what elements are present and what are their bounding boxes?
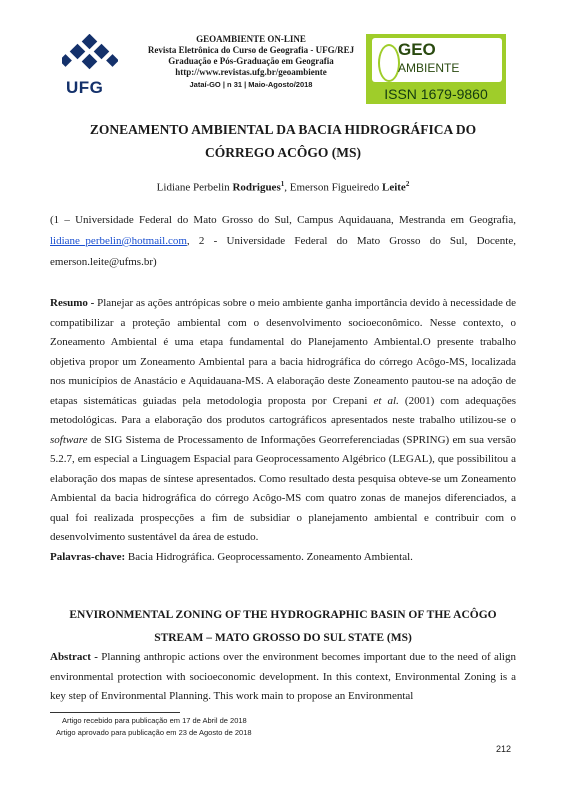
abstract-section (50, 648, 516, 707)
resumo-label: Resumo - (50, 297, 95, 309)
footnote-approved: Artigo aprovado para publicação em 23 de Agosto de 2018 (56, 728, 252, 737)
author-1-first: Lidiane Perbelin (156, 181, 233, 194)
resumo-text-3: de SIG Sistema de Processamento de Informações Georreferenciadas (SPRING) em sua versão 5.2.7, em especial a Linguagem Espacial para Geoprocessamento Algébrico (LEGAL), que possibilitou a elaboração dos mapas de síntese apresentados. Como resultado desta pesquisa obteve-se um Zoneamento Ambiental da bacia hidrográfica do córrego Acôgo-MS com quatro zonas de manejos diferenciados, a qual foi realizada prospecções a fim de subsidiar o planejamento ambiental e contribuir com o desenvolvimento sustentável da área de estudo. (50, 433, 516, 543)
resumo-section (50, 294, 516, 567)
affiliation-part-3: emerson.leite@ufms.br) (50, 256, 157, 268)
english-title-line-1: ENVIRONMENTAL ZONING OF THE HYDROGRAPHIC BASIN OF THE ACÔGO (69, 609, 497, 621)
abstract-paragraph (50, 648, 516, 707)
issn-label: ISSN 1679-9860 (384, 86, 488, 102)
english-title-line-2: STREAM – MATO GROSSO DO SUL STATE (MS) (154, 632, 412, 644)
author-2-sup: 2 (405, 180, 410, 188)
journal-program: Graduação e Pós-Graduação em Geografia (168, 56, 334, 66)
resumo-paragraph (50, 294, 516, 548)
ufg-logo-text: UFG (66, 78, 104, 97)
title-line-1: ZONEAMENTO AMBIENTAL DA BACIA HIDROGRÁFICA DO (89, 122, 477, 137)
author-separator: , Emerson Figueiredo (284, 181, 382, 194)
keywords-text: Bacia Hidrográfica. Geoprocessamento. Zoneamento Ambiental. (125, 550, 413, 563)
footnote-received: Artigo recebido para publicação em 17 de Abril de 2018 (62, 716, 247, 725)
article-title (40, 118, 526, 164)
geoambiente-logo (366, 34, 506, 104)
email-link[interactable]: lidiane_perbelin@hotmail.com (50, 235, 187, 247)
author-1-sup: 1 (280, 180, 285, 188)
author-2-last: Leite (381, 181, 406, 194)
page-number: 212 (496, 744, 512, 754)
abstract-text: Planning anthropic actions over the environment becomes important due to the need of align environmental protection with socioeconomic development. In this context, Environmental Zoning is a key step of Environmental Planning. This work main to propose an Environmental (50, 651, 516, 702)
resumo-text-2: (2001) com adequações metodológicas. Para a elaboração dos produtos cartográficos apresentados neste trabalho utilizou-se o (50, 394, 517, 426)
author-1-last: Rodrigues (232, 181, 281, 194)
abstract-label: Abstract - (50, 651, 98, 663)
journal-subtitle: Revista Eletrônica do Curso de Geografia - UFG/REJ (147, 45, 355, 55)
keywords (50, 548, 516, 568)
title-line-2: CÓRREGO ACÔGO (MS) (204, 145, 361, 160)
resumo-text-1: Planejar as ações antrópicas sobre o meio ambiente ganha importância devido à necessidade de compatibilizar a proteção ambiental com o desenvolvimento socioeconômico. Nesse contexto, o Zoneamento Ambiental é uma etapa fundamental do Planejamento Ambiental.O presente trabalho objetiva propor um Zoneamento Ambiental para a bacia hidrográfica do córrego Acôgo-MS, localizada nos municípios de Anastácio e Aquidauana-MS. A elaboração deste Zoneamento pautou-se na adoção de etapas sistemáticas guiadas pela metodologia proposta por Crepani (50, 297, 516, 407)
ufg-logo (62, 34, 118, 84)
geo-logo-word2: AMBIENTE (398, 61, 460, 75)
globe-icon (378, 44, 400, 82)
english-title (40, 604, 526, 650)
journal-issue: Jataí-GO | n 31 | Maio-Agosto/2018 (189, 80, 313, 89)
journal-name: GEOAMBIENTE ON-LINE (196, 34, 306, 44)
journal-url[interactable]: http://www.revistas.ufg.br/geoambiente (175, 67, 327, 77)
footnote-divider (50, 712, 180, 713)
affiliation-part-1: (1 – Universidade Federal do Mato Grosso do Sul, Campus Aquidauana, Mestranda em Geografia, (50, 214, 516, 226)
authors (40, 180, 526, 194)
affiliation (50, 210, 516, 273)
geo-logo-word1: GEO (398, 40, 436, 59)
affiliation-part-2: , 2 - Universidade Federal do Mato Grosso do Sul, Docente, (186, 235, 516, 247)
resumo-software: software (50, 433, 88, 446)
resumo-etal: et al. (373, 394, 399, 407)
keywords-label: Palavras-chave: (50, 550, 126, 563)
